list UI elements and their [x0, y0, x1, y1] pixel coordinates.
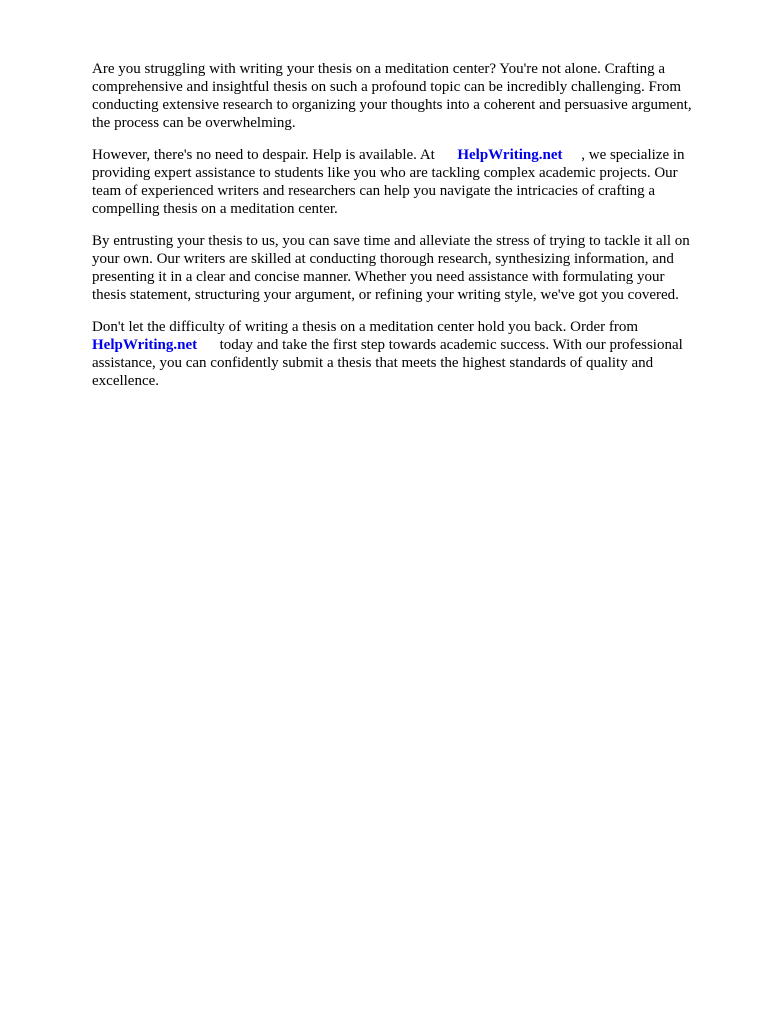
help-paragraph-rest: , we specialize in providing expert assistance to students like you who are tackling complex academic projects. Our team of experienced writers and researchers can help you navigate the intricacies of crafting a compelling thesis on a meditation center.: [92, 147, 685, 217]
help-paragraph: [92, 146, 722, 218]
help-paragraph-lead: However, there's no need to despair. Help is available. At: [92, 147, 458, 163]
helpwriting-link[interactable]: HelpWriting.net: [457, 147, 563, 163]
benefits-paragraph: By entrusting your thesis to us, you can save time and alleviate the stress of trying to tackle it all on your own. Our writers are skilled at conducting thorough research, synthesizing information, and presenting it in a clear and concise manner. Whether you need assistance with formulating your thesis statement, structuring your argument, or refining your writing style, we've got you covered.: [92, 233, 690, 303]
helpwriting-order-link[interactable]: HelpWriting.net: [92, 337, 198, 353]
order-paragraph: [92, 318, 722, 390]
order-paragraph-rest: today and take the first step towards academic success. With our professional assistance, you can confidently submit a thesis that meets the highest standards of quality and excellence.: [92, 337, 683, 389]
order-paragraph-lead: Don't let the difficulty of writing a thesis on a meditation center hold you back. Order from: [92, 319, 639, 335]
intro-paragraph: Are you struggling with writing your thesis on a meditation center? You're not alone. Crafting a comprehensive and insightful thesis on such a profound topic can be incredibly challenging. From conducting extensive research to organizing your thoughts into a coherent and persuasive argument, the process can be overwhelming.: [92, 61, 692, 131]
document-body: [92, 60, 722, 404]
